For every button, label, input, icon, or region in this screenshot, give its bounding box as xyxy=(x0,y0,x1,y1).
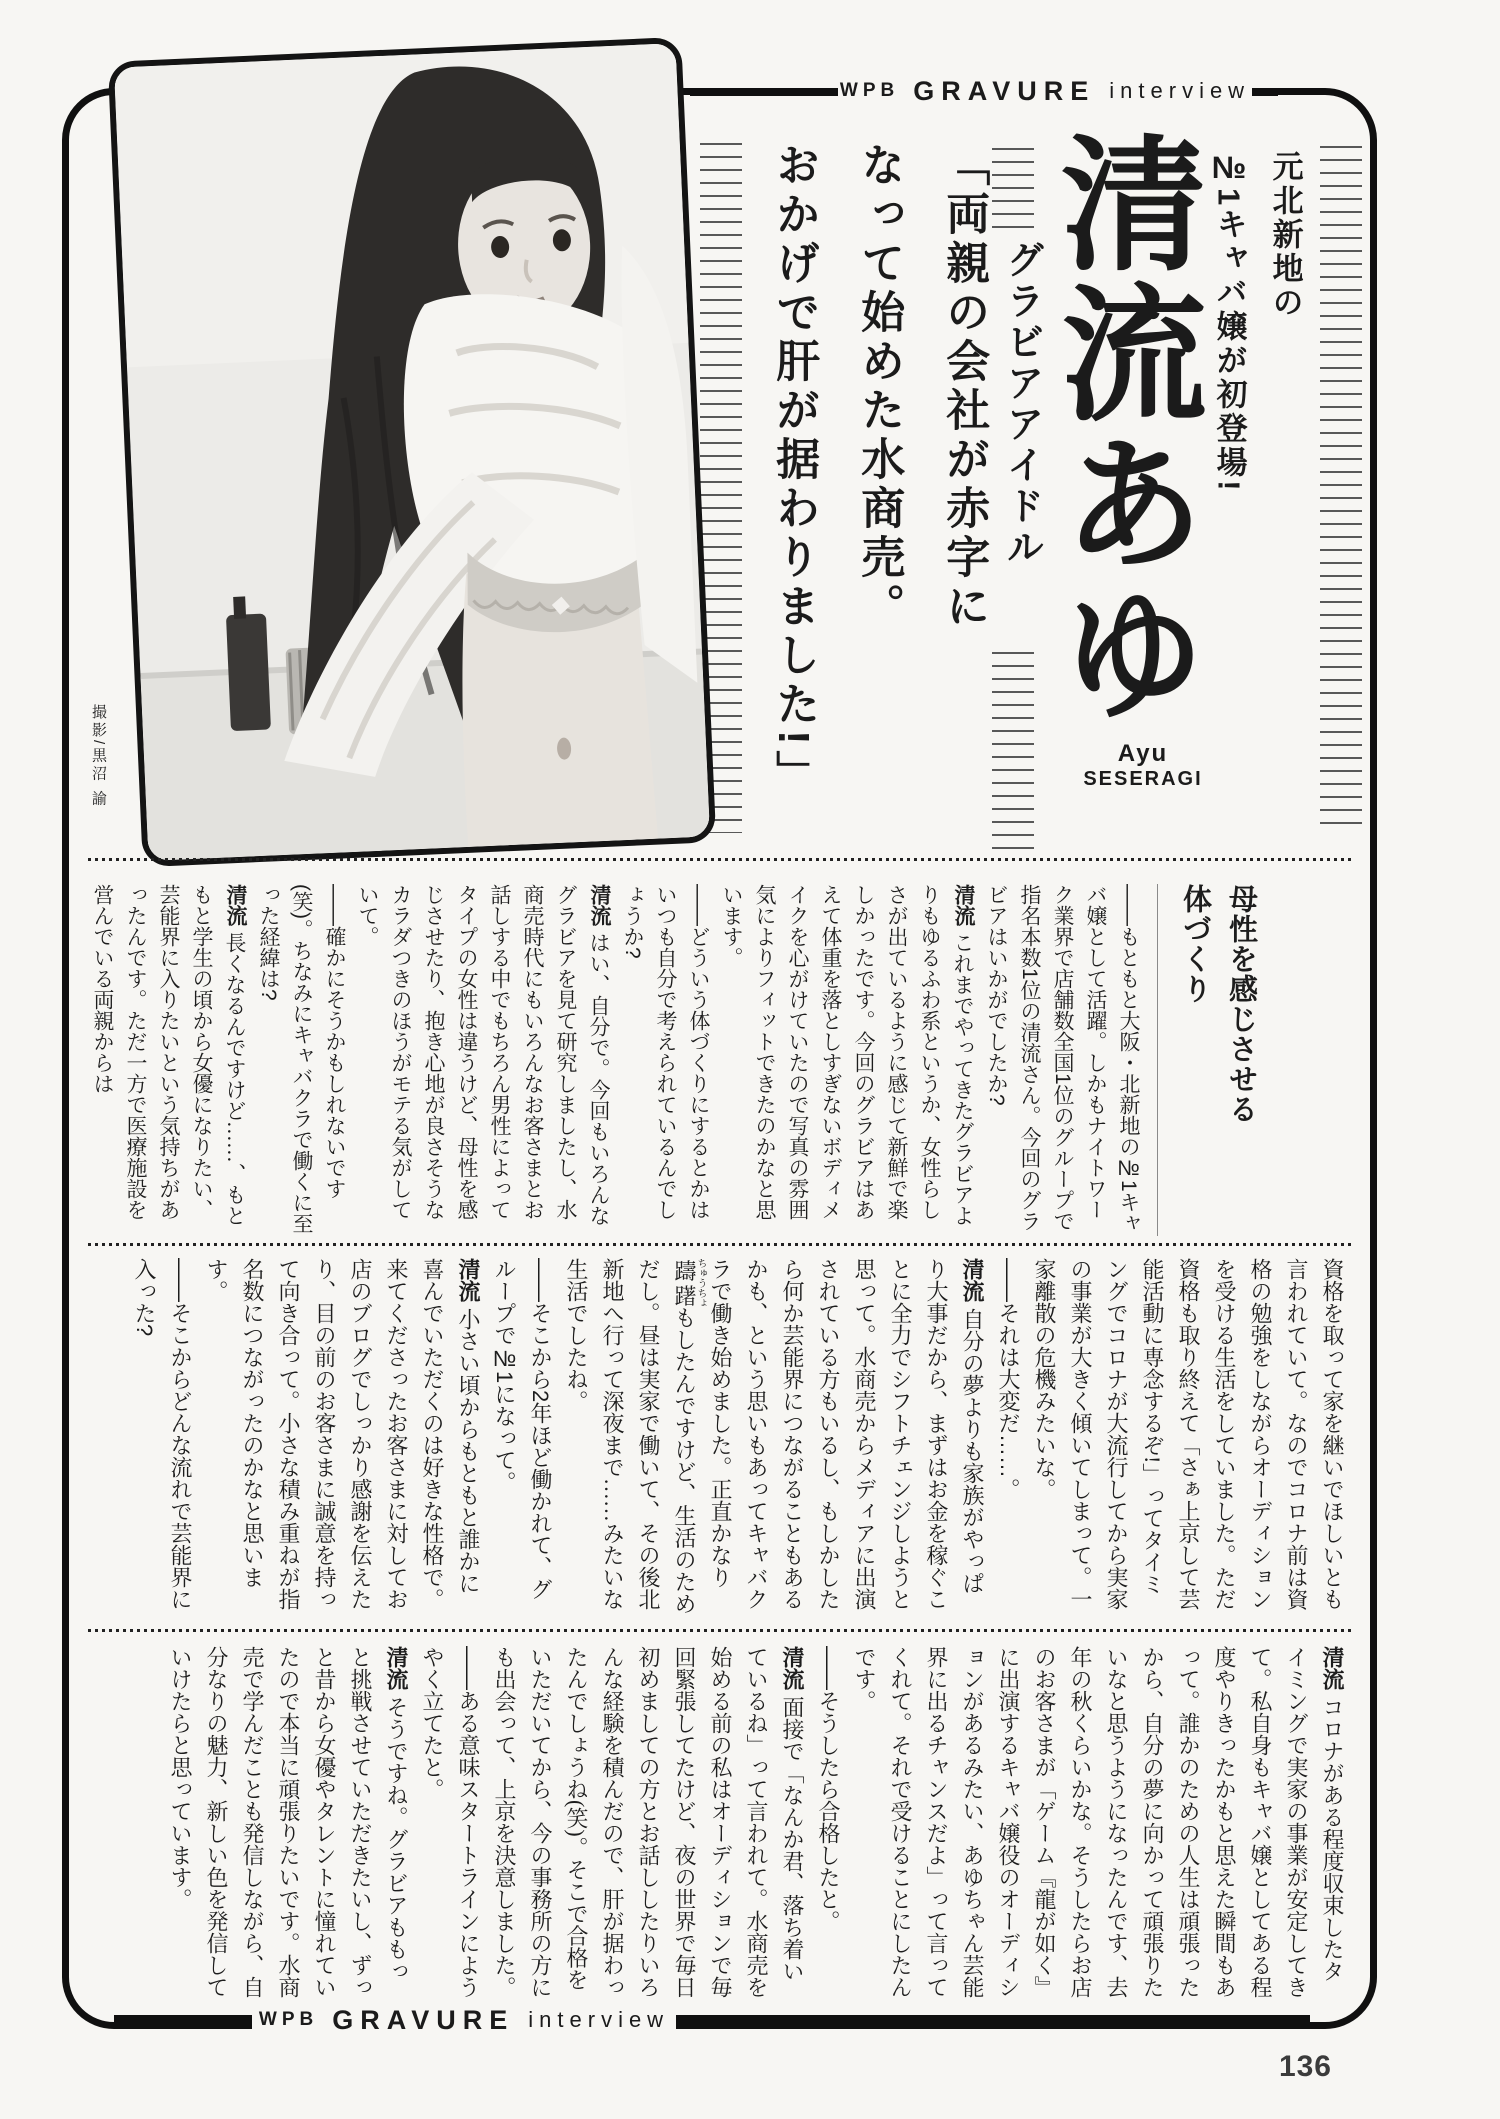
kicker-line-2: №1キャバ嬢が初登場! xyxy=(1211,150,1247,494)
interview-band-2 xyxy=(88,1258,1350,1616)
interviewer-question: ——確かにそうかもしれないです(笑)。ちなみにキャバクラで働くに至った経緯は? xyxy=(257,884,346,1234)
role-label: グラビアアイドル xyxy=(1000,240,1042,568)
page-title: 清流あゆ xyxy=(1040,128,1203,728)
answer-paragraph: 清流 コロナがある程度収束したタイミングで実家の事業が安定してきて。私自身もキャバ嬢としてある程度やりきったかもと思えた瞬間もあって。誰かのための人生は頑張ったから、自分の夢に向かって頑張りたいなと思うようになったんです、去年の秋くらいかな。そうしたらお店のお客さまが「ゲーム『龍が如く』に出演するキャバ嬢役のオーディションがあるみたい、あゆちゃん芸能界に出るチャンスだよ」って言ってくれて。それで受けることにしたんです。 xyxy=(852,1646,1345,1998)
name-romaji xyxy=(1078,740,1208,791)
interviewer-question: ——そうしたら合格したと。 xyxy=(816,1646,841,1932)
dotted-separator-2 xyxy=(88,1243,1352,1246)
section-heading-line2: 体づくり xyxy=(1179,884,1211,1004)
hatch-lines-decoration-mid-top xyxy=(992,148,1034,228)
interviewer-question: ——そこからどんな流れで芸能界に入った? xyxy=(132,1258,193,1610)
interviewer-question: ——どういう体づくりにするとかはいつも自分で考えられているんでしょうか? xyxy=(621,884,710,1220)
hatch-lines-decoration-right xyxy=(1320,146,1362,826)
header-gravure-label: GRAVURE xyxy=(913,75,1096,106)
photo-credit-caption: 撮影/黒沼 諭 xyxy=(90,704,107,809)
headline-quote-col1: 「両親の会社が赤字に xyxy=(939,142,989,632)
answer-paragraph: 清流 自分の夢よりも家族がやっぱり大事だから、まずはお金を稼ぐことに全力でシフトチェンジしようと思って。水商売からメディアに出演されている方もいるし、もしかしたら何か芸能界につながることもあるかも、という思いもあってキャバクラで働き始めました。正直かなり躊躇ちゅうちょもしたんですけど、生活のためだし。昼は実家で働いて、その後北新地へ行って深夜まで……みたいな生活でしたね。 xyxy=(564,1258,985,1615)
interviewer-question: ——そこから2年ほど働かれて、グループで№1になって。 xyxy=(492,1258,553,1601)
header-wpb-label: WPB xyxy=(839,80,900,101)
dotted-separator-3 xyxy=(88,1629,1352,1632)
kicker-line-1: 元北新地の xyxy=(1267,150,1303,320)
section-heading xyxy=(1157,884,1264,1236)
interview-band-3 xyxy=(88,1646,1350,2004)
footer xyxy=(252,2000,676,2040)
interview-band-1 xyxy=(88,884,1264,1236)
header-interview-label: interview xyxy=(1109,78,1251,103)
dotted-separator-1 xyxy=(88,858,1352,861)
headline-quote-col2: なって始めた水商売。 xyxy=(854,142,904,632)
name-romaji-first: Ayu xyxy=(1117,740,1169,767)
portrait-photo xyxy=(109,38,716,866)
footer-rule-right xyxy=(674,2015,1310,2024)
answer-paragraph: 清流 はい、自分で。今回もいろんなグラビアを見て研究しましたし、水商売時代にもいろんなお客さまとお話しする中でもちろん男性によってタイプの女性は違うけど、母性を感じさせたり、抱き心地が良さそうなカラダつきのほうがモテる気がしていて。 xyxy=(356,884,611,1226)
name-romaji-last: SESERAGI xyxy=(1083,767,1203,790)
footer-rule-left xyxy=(114,2015,256,2024)
answer-paragraph: 清流 小さい頃からもともと誰かに喜んでいただくのは好きな性格で。来てくださったお客さまに対してお店のブログでしっかり感謝を伝えたり、目の前のお客さまに誠意を持って向き合って。小さな積み重ねが指名数につながったのかなと思います。 xyxy=(204,1258,481,1610)
footer-interview-label: interview xyxy=(528,2007,670,2032)
hatch-lines-decoration-mid-bottom xyxy=(992,652,1034,852)
footer-wpb-label: WPB xyxy=(258,2009,319,2030)
answer-paragraph: 清流 そうですね。グラビアももっと挑戦させていただきたいし、ずっと昔から女優やタレントに憧れていたので本当に頑張りたいです。水商売で学んだことも発信しながら、自分なりの魅力、新しい色を発信していけたらと思っています。 xyxy=(168,1646,409,1998)
interviewer-question: ——もともと大阪・北新地の№1キャバ嬢として活躍。しかもナイトワーク業界で店舗数全国1位のグループで指名本数1位の清流さん。今回のグラビアはいかがでしたか? xyxy=(985,884,1140,1234)
answer-paragraph: 資格を取って家を継いでほしいとも言われていて。なのでコロナ前は資格の勉強をしながらオーディションを受ける生活をしていました。ただ資格も取り終えて「さぁ上京して芸能活動に専念するぞ!」ってタイミングでコロナが大流行してから実家の事業が大きく傾いてしまって。一家離散の危機みたいな。 xyxy=(1032,1258,1345,1610)
answer-paragraph: 清流 面接で「なんか君、落ち着いているね」って言われて。水商売を始める前の私はオーディションで毎回緊張してたけど、夜の世界で毎日初めましての方とお話ししたりいろんな経験を積んだので、肝が据わったんでしょうね(笑)。そこで合格をいただいてから、今の事務所の方にも出会って、上京を決意しました。 xyxy=(492,1646,805,1998)
ruby-annotation: 躊躇ちゅうちょ xyxy=(672,1258,706,1308)
headline-quote-col3: おかげで肝が据わりました!」 xyxy=(769,142,819,799)
answer-paragraph: 清流 長くなるんですけど……、もともと学生の頃から女優になりたい、芸能界に入りたいという気持ちがあったんです。ただ一方で医療施設を営んでいる両親からは xyxy=(91,884,247,1226)
page-number: 136 xyxy=(1278,2050,1332,2083)
section-heading-line1: 母性を感じさせる xyxy=(1225,884,1257,1124)
interviewer-question: ——それは大変だ……。 xyxy=(996,1258,1021,1500)
interviewer-question: ——ある意味スタートラインにようやく立てたと。 xyxy=(420,1646,481,1998)
answer-paragraph: 清流 これまでやってきたグラビアよりもゆるふわ系というか、女性らしさが出ているように感じて新鮮で楽しかったです。今回のグラビアはあえて体重を落としすぎないボディメイクを心がけていたので写真の雰囲気によりフィットできたのかなと思います。 xyxy=(720,884,975,1226)
footer-gravure-label: GRAVURE xyxy=(332,2004,515,2035)
header xyxy=(838,72,1252,110)
header-rule-right xyxy=(1248,89,1278,96)
header-rule-left xyxy=(690,89,842,96)
portrait-photo-illustration xyxy=(114,43,710,861)
